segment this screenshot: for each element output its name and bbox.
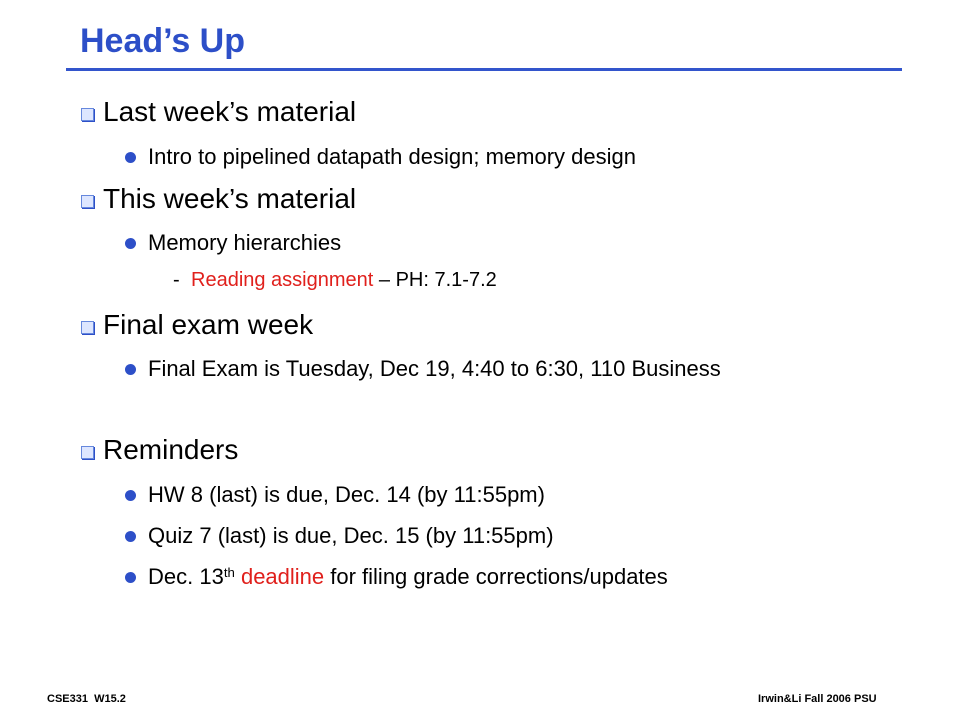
bullet-this-week [103,185,356,213]
subbullet-deadline [148,566,668,588]
reading-assignment-rest: – PH: 7.1-7.2 [373,269,497,291]
footer-credit: Irwin&Li Fall 2006 PSU [758,693,877,705]
square-bullet-icon [81,108,94,121]
bullet-text: Reminders [103,434,239,465]
subbullet-intro-pipelined [148,146,636,168]
slide-title: Head’s Up [80,22,246,60]
bullet-last-week [103,98,356,126]
round-bullet-icon [125,572,136,583]
subbullet-final-exam-details [148,358,721,380]
bullet-text: Intro to pipelined datapath design; memory design [148,144,636,169]
bullet-final-exam-week [103,311,313,339]
round-bullet-icon [125,364,136,375]
round-bullet-icon [125,490,136,501]
bullet-text: Memory hierarchies [148,230,342,255]
subbullet-memory-hierarchies [148,232,341,254]
subbullet-hw8 [148,484,545,506]
deadline-date: Dec. 13 [148,564,224,589]
deadline-date-suffix: th [223,564,235,580]
bullet-text [148,564,668,589]
reading-assignment-highlight: Reading assignment [191,269,374,291]
bullet-reminders [103,436,238,464]
deadline-rest: for filing grade corrections/updates [324,564,668,589]
square-bullet-icon [81,446,94,459]
round-bullet-icon [125,531,136,542]
bullet-text: Quiz 7 (last) is due, Dec. 15 (by 11:55pm) [148,523,554,548]
subbullet-quiz7 [148,525,554,547]
dash-bullet: - [173,269,180,291]
bullet-text: Final Exam is Tuesday, Dec 19, 4:40 to 6:30, 110 Business [148,356,721,381]
bullet-text: Final exam week [103,309,314,340]
bullet-text [191,270,497,290]
bullet-text: HW 8 (last) is due, Dec. 14 (by 11:55pm) [148,482,545,507]
round-bullet-icon [125,238,136,249]
deadline-highlight: deadline [240,564,325,589]
square-bullet-icon [81,321,94,334]
bullet-text: This week’s material [103,183,357,214]
footer-course-id: CSE331 W15.2 [47,693,126,705]
square-bullet-icon [81,195,94,208]
bullet-text: Last week’s material [103,96,357,127]
title-underline [66,68,902,71]
round-bullet-icon [125,152,136,163]
